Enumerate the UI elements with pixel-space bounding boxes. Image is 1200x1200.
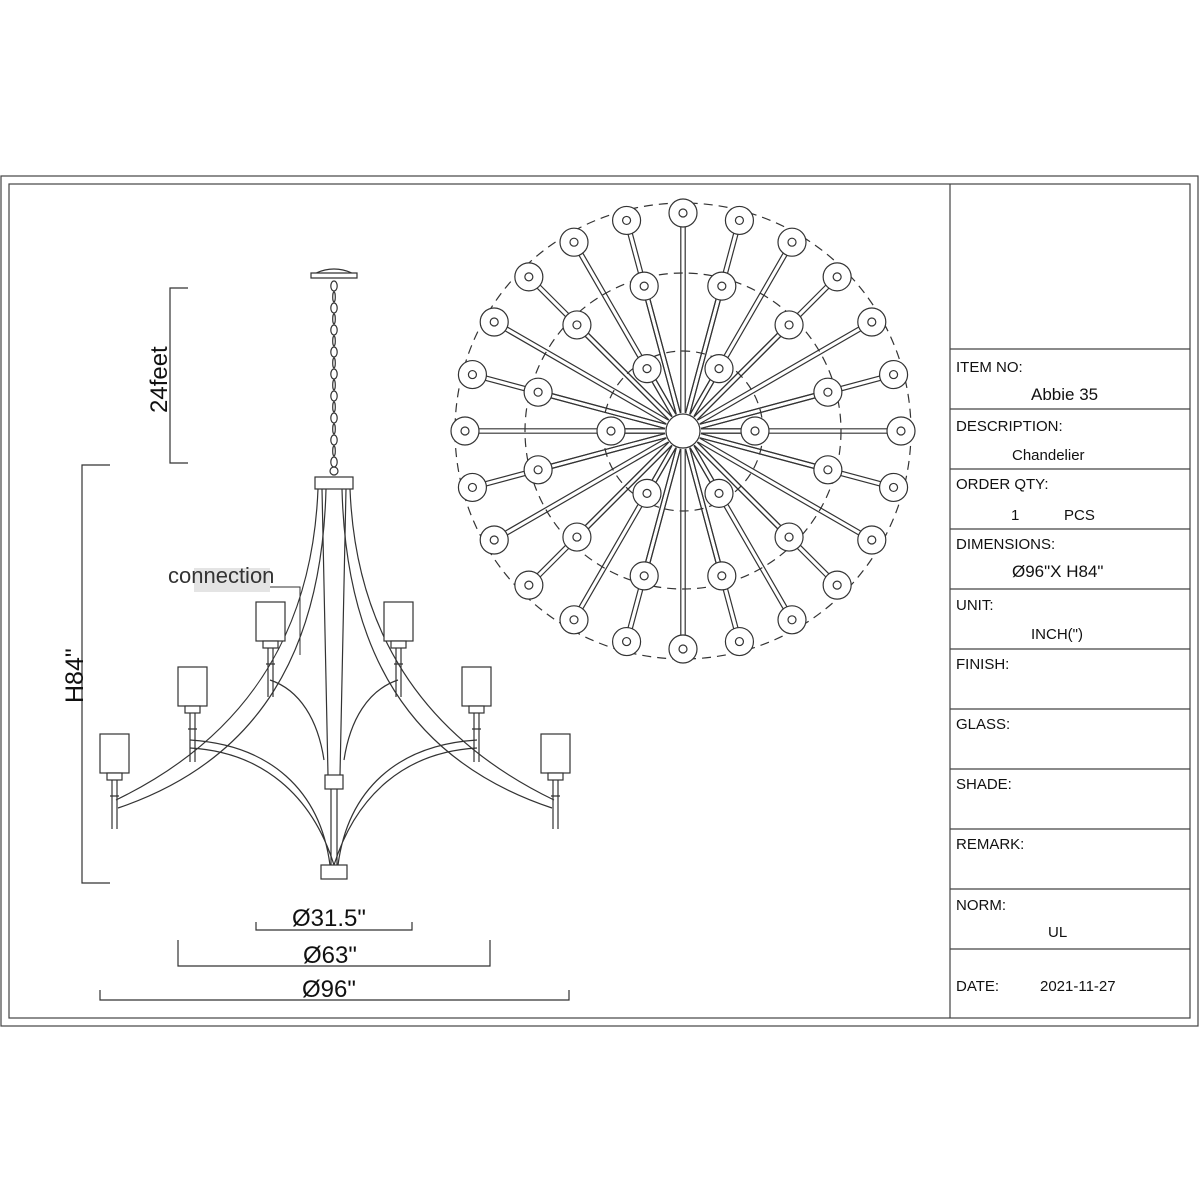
bulb-shade-outer	[458, 361, 486, 389]
candle-shade	[178, 667, 207, 706]
center-knuckle	[325, 775, 343, 789]
bulb-shade-outer	[778, 606, 806, 634]
candle-shade	[462, 667, 491, 706]
upper-curve-left	[270, 680, 324, 760]
chain-link	[331, 281, 337, 291]
title-block-text	[956, 359, 1116, 995]
lower-curve-right	[334, 740, 477, 865]
candle-stem	[551, 780, 560, 829]
bulb-shade-inner	[741, 417, 769, 445]
diameter-63-label: Ø63"	[303, 942, 357, 969]
chain-link	[333, 380, 336, 390]
candle-stem	[110, 780, 119, 829]
inner-border	[9, 184, 1190, 1018]
candle-cup	[185, 706, 200, 713]
bulb-shade-inner	[705, 355, 733, 383]
bulb-shade-middle	[524, 456, 552, 484]
bulb-shade-outer	[778, 228, 806, 256]
chain-length-label: 24feet	[146, 346, 173, 413]
bulb-shade-outer	[669, 635, 697, 663]
connection-callout: connection	[168, 563, 275, 588]
arm-outer	[475, 429, 665, 433]
chain-link	[333, 292, 336, 302]
bulb-shade-middle	[708, 562, 736, 590]
bulb-shade-outer	[880, 361, 908, 389]
finish-label: FINISH:	[956, 656, 1010, 673]
dimensions-value: Ø96"X H84"	[1012, 562, 1104, 581]
item-no-value: Abbie 35	[1031, 385, 1099, 404]
chain	[331, 281, 337, 467]
arm-outer	[701, 429, 891, 433]
bulb-shade-outer	[887, 417, 915, 445]
bulb-shade-outer	[560, 228, 588, 256]
chain-link	[333, 424, 336, 434]
bulb-shade-outer	[480, 308, 508, 336]
bulb-shade-outer	[613, 206, 641, 234]
bulb-shade-outer	[823, 571, 851, 599]
bulb-shade-inner	[633, 355, 661, 383]
chain-link	[331, 303, 337, 313]
bulb-shade-middle	[630, 562, 658, 590]
bulb-shade-middle	[708, 272, 736, 300]
top-view-drawing	[451, 199, 915, 663]
chain-link	[333, 314, 336, 324]
bulb-shade-outer	[515, 571, 543, 599]
bulb-shade-outer	[669, 199, 697, 227]
candle-cup	[263, 641, 278, 648]
bulb-shade-outer	[451, 417, 479, 445]
description-label: DESCRIPTION:	[956, 418, 1063, 435]
chain-link	[331, 325, 337, 335]
canopy	[311, 269, 357, 278]
bulb-shade-outer	[560, 606, 588, 634]
bulb-shade-outer	[458, 473, 486, 501]
arm-outer	[681, 449, 685, 639]
candle-shade	[100, 734, 129, 773]
order-qty-unit: PCS	[1064, 507, 1095, 524]
chain-link	[333, 336, 336, 346]
chain-link	[331, 391, 337, 401]
frame-arch-left	[116, 489, 326, 808]
unit-label: UNIT:	[956, 597, 994, 614]
diameter-31-label: Ø31.5"	[292, 905, 366, 932]
upper-curve-right	[344, 680, 398, 760]
arm-inner	[701, 429, 745, 433]
remark-label: REMARK:	[956, 836, 1025, 853]
center-stem	[322, 489, 346, 865]
bulb-shade-middle	[630, 272, 658, 300]
date-label: DATE:	[956, 978, 1000, 995]
frame-arch-right	[342, 489, 554, 808]
bulb-shade-inner	[705, 479, 733, 507]
bulb-shade-inner	[633, 479, 661, 507]
bulb-shade-outer	[858, 526, 886, 554]
arm-outer	[681, 223, 685, 413]
bulb-shade-outer	[858, 308, 886, 336]
bulb-shade-inner	[597, 417, 625, 445]
bottom-finial	[321, 865, 347, 879]
top-cap	[315, 477, 353, 489]
chain-link	[331, 369, 337, 379]
candle-cup	[469, 706, 484, 713]
bulb-shade-middle	[563, 311, 591, 339]
diameter-96-label: Ø96"	[302, 976, 356, 1003]
arm-inner	[621, 429, 665, 433]
dimensions-label: DIMENSIONS:	[956, 536, 1056, 553]
shade-label: SHADE:	[956, 776, 1012, 793]
candle-shade	[256, 602, 285, 641]
order-qty-value: 1	[1011, 507, 1020, 524]
bulb-shade-outer	[823, 263, 851, 291]
candle-arms	[100, 602, 570, 829]
candle-stem	[266, 648, 275, 697]
chain-link	[331, 435, 337, 445]
norm-value: UL	[1048, 924, 1068, 941]
chain-link	[331, 457, 337, 467]
bulb-shade-outer	[880, 473, 908, 501]
bulb-shade-outer	[725, 628, 753, 656]
bulb-shade-outer	[613, 628, 641, 656]
height-label: H84"	[61, 648, 89, 703]
candle-stem	[394, 648, 403, 697]
center-hub	[666, 414, 700, 448]
candle-shade	[541, 734, 570, 773]
bulb-shade-outer	[480, 526, 508, 554]
bulb-shade-middle	[563, 523, 591, 551]
bulb-shade-middle	[814, 456, 842, 484]
bulb-shade-middle	[775, 523, 803, 551]
chain-link	[333, 446, 336, 456]
chain-link	[331, 413, 337, 423]
description-value: Chandelier	[1012, 447, 1085, 464]
order-qty-label: ORDER QTY:	[956, 476, 1049, 493]
item-no-label: ITEM NO:	[956, 359, 1023, 376]
unit-value: INCH(")	[1031, 626, 1083, 643]
bulb-shade-middle	[814, 378, 842, 406]
chain-link	[333, 358, 336, 368]
bulb-shade-outer	[515, 263, 543, 291]
date-value: 2021-11-27	[1040, 978, 1116, 995]
bulb-shade-outer	[725, 206, 753, 234]
bulb-shade-middle	[775, 311, 803, 339]
candle-cup	[391, 641, 406, 648]
norm-label: NORM:	[956, 897, 1006, 914]
chain-link	[331, 347, 337, 357]
bulb-shade-middle	[524, 378, 552, 406]
outer-border	[1, 176, 1198, 1026]
chain-link	[333, 402, 336, 412]
candle-shade	[384, 602, 413, 641]
chain-ring	[330, 467, 338, 475]
glass-label: GLASS:	[956, 716, 1011, 733]
candle-cup	[107, 773, 122, 780]
candle-cup	[548, 773, 563, 780]
